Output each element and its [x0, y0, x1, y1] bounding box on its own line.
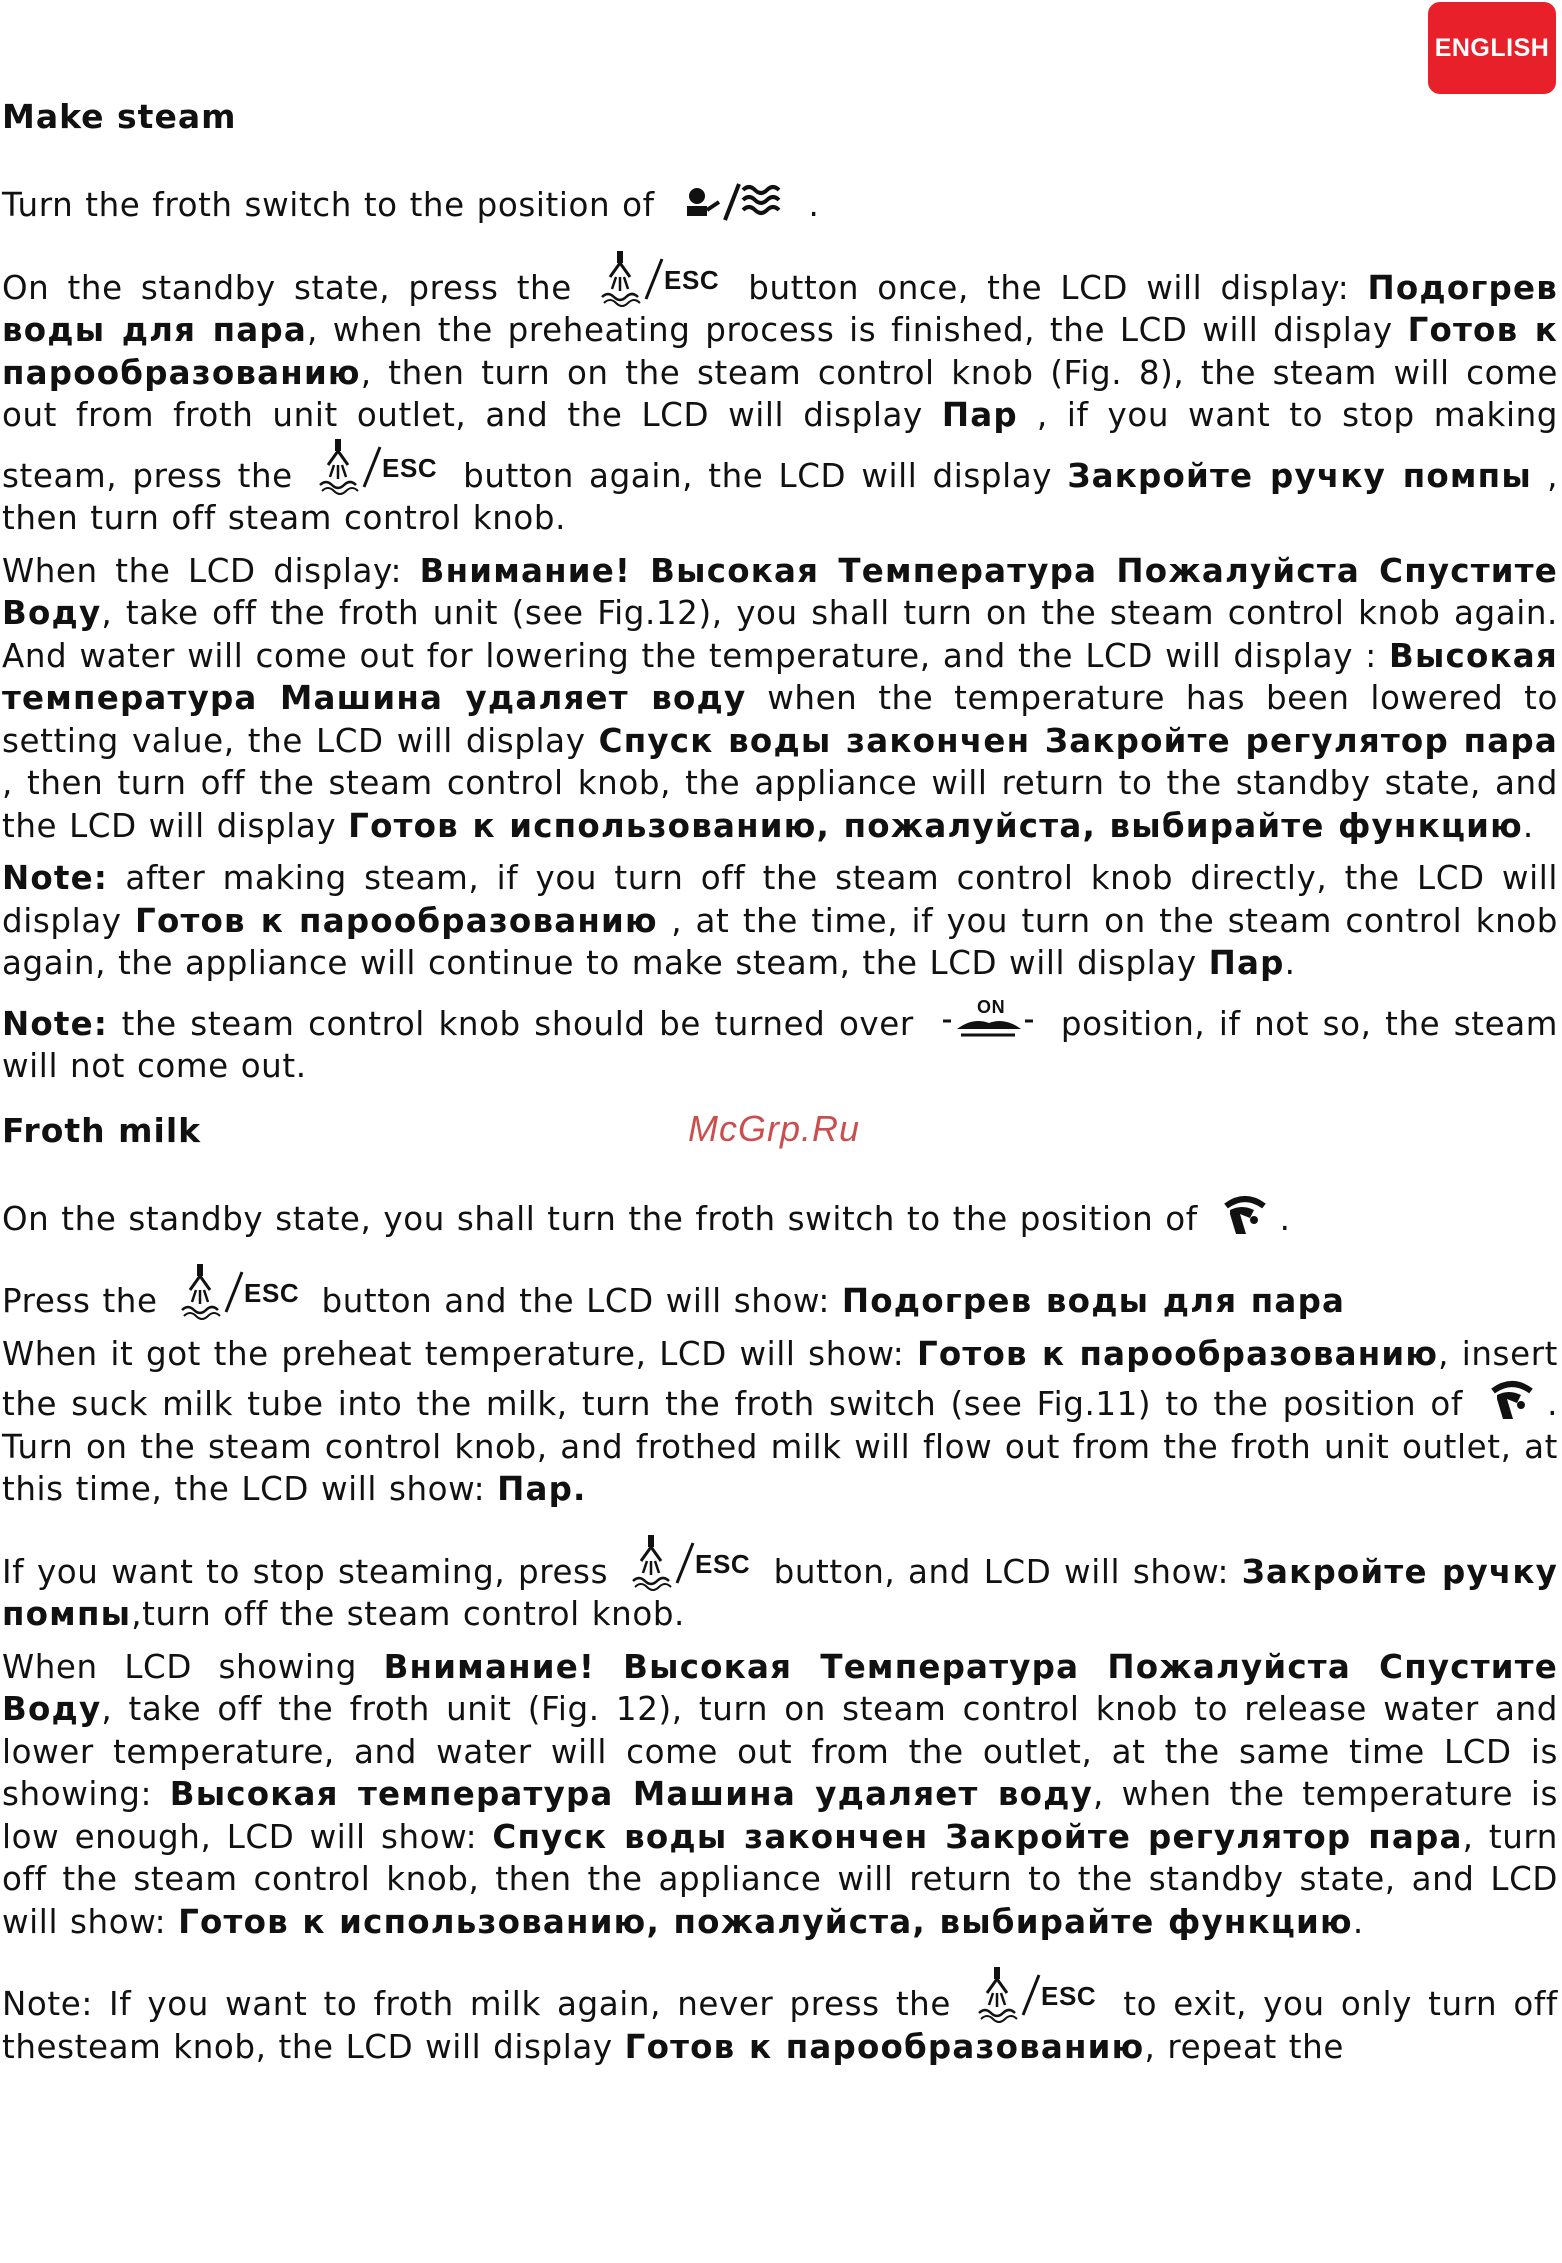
froth-switch-position-icon: [1487, 1375, 1537, 1425]
froth-note: Note: If you want to froth milk again, never press the to exit, you only turn off thesteam knob, the LCD will display Готов к парообразованию, repeat the: [2, 1965, 1558, 2068]
froth-paragraph-4: If you want to stop steaming, press button, and LCD will show: Закройте ручку помпы,turn off the steam control knob.: [2, 1533, 1558, 1636]
steam-esc-icon: [977, 1965, 1097, 2025]
manual-page: [2, 96, 1558, 2078]
froth-paragraph-2: Press the button and the LCD will show: Подогрев воды для пара: [2, 1262, 1558, 1323]
steam-esc-icon: [180, 1262, 300, 1322]
steam-switch-position-icon: [677, 176, 787, 226]
froth-switch-position-icon: [1220, 1190, 1270, 1240]
section-title-froth-milk: Froth milk: [2, 1110, 202, 1150]
language-badge: ENGLISH: [1428, 2, 1556, 94]
watermark: McGrp.Ru: [688, 1108, 861, 1149]
froth-paragraph-1: On the standby state, you shall turn the froth switch to the position of .: [2, 1190, 1558, 1241]
steam-paragraph-3: When the LCD display: Внимание! Высокая Температура Пожалуйста Спустите Воду, take off the froth unit (see Fig.12), you shall turn on the steam control knob again. And water will come out for lowering the temperature, and the LCD will display : Высокая температура Машина удаляет воду when the temperature has been lowered to setting value, the LCD will display Спуск воды закончен Закройте регулятор пара , then turn off the steam control knob, the appliance will return to the standby state, and the LCD will display Готов к использованию, пожалуйста, выбирайте функцию.: [2, 551, 1559, 845]
steam-note-1: Note: after making steam, if you turn off the steam control knob directly, the LCD will display Готов к парообразованию , at the time, if you turn on the steam control knob again, the appliance will continue to make steam, the LCD will display Пар.: [2, 859, 1558, 982]
froth-paragraph-5: When LCD showing Внимание! Высокая Температура Пожалуйста Спустите Воду, take off the froth unit (Fig. 12), turn on steam control knob to release water and lower temperature, and water will come out from the outlet, at the same time LCD is showing: Высокая температура Машина удаляет воду, when the temperature is low enough, LCD will show: Спуск воды закончен Закройте регулятор пара, turn off the steam control knob, then the appliance will return to the standby state, and LCD will show: Готов к использованию, пожалуйста, выбирайте функцию.: [2, 1647, 1559, 1941]
steam-note-2: Note: the steam control knob should be turned over position, if not so, the steam will not come out.: [2, 995, 1558, 1088]
steam-paragraph-1: Turn the froth switch to the position of .: [2, 176, 1558, 227]
section-title-make-steam: Make steam: [2, 97, 237, 136]
steam-esc-icon: [631, 1533, 751, 1593]
steam-paragraph-2: On the standby state, press the button once, the LCD will display: Подогрев воды для пара, when the preheating process is finished, the LCD will display Готов к парообразованию, then turn on the steam control knob (Fig. 8), the steam will come out from froth unit outlet, and the LCD will display Пар , if you want to stop making steam, press the button again, the LCD will display Закройте ручку помпы , then turn off steam control knob.: [2, 249, 1558, 540]
knob-on-position-icon: [937, 995, 1037, 1045]
steam-esc-icon: [600, 249, 720, 309]
steam-esc-icon: [318, 437, 438, 497]
froth-paragraph-3: When it got the preheat temperature, LCD will show: Готов к парообразованию, insert the suck milk tube into the milk, turn the froth switch (see Fig.11) to the position of . Turn on the steam control knob, and frothed milk will flow out from the froth unit outlet, at this time, the LCD will show: Пар.: [2, 1334, 1558, 1508]
